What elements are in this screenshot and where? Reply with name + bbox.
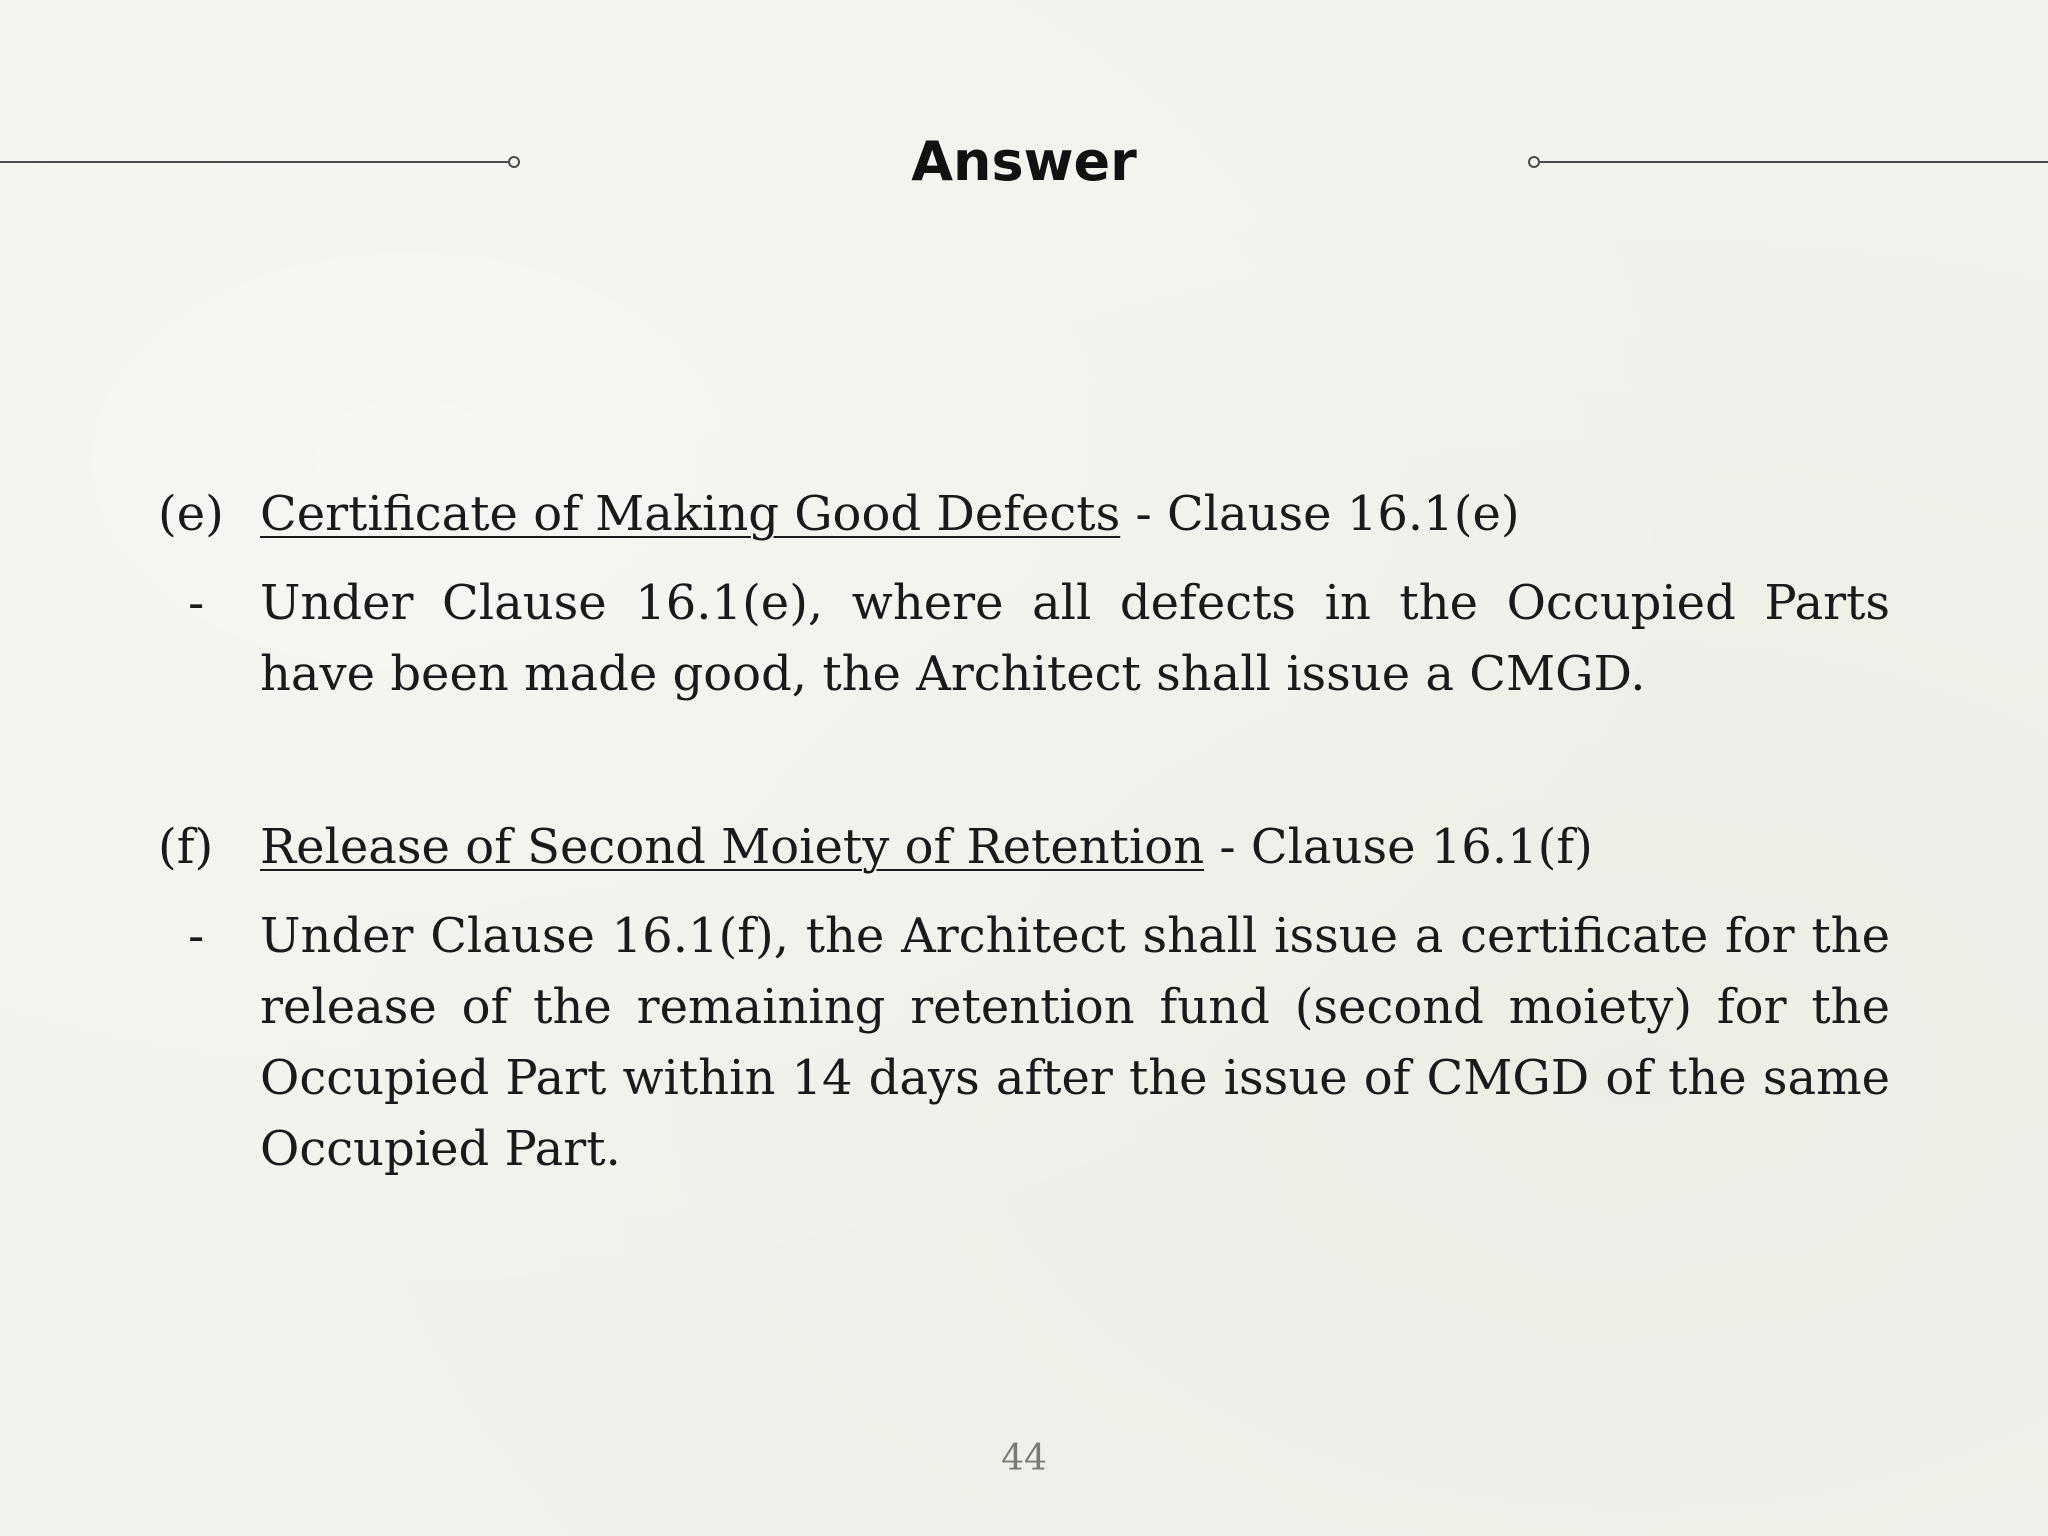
slide-title: Answer — [911, 130, 1137, 193]
section-e-bullet: - — [188, 575, 205, 631]
section-e-heading-line — [260, 479, 1520, 550]
section-e-marker: (e) — [158, 486, 224, 542]
section-f-heading: Release of Second Moiety of Retention — [260, 819, 1205, 875]
section-e-heading-row — [158, 479, 1890, 550]
section-f-heading-line — [260, 812, 1593, 883]
section-e — [158, 479, 1890, 710]
section-e-bullet-row — [158, 568, 1890, 710]
section-f-bullet: - — [188, 908, 205, 964]
section-e-heading: Certificate of Making Good Defects — [260, 486, 1121, 542]
section-f-marker: (f) — [158, 819, 214, 875]
page-number: 44 — [1001, 1438, 1047, 1479]
section-f-clause: - Clause 16.1(f) — [1204, 819, 1593, 875]
section-e-clause: - Clause 16.1(e) — [1120, 486, 1520, 542]
title-rule-right — [1538, 161, 2048, 163]
section-f — [158, 812, 1890, 1185]
section-f-heading-row — [158, 812, 1890, 883]
section-e-text: Under Clause 16.1(e), where all defects in the Occupied Parts have been made good, the Architect shall issue a CMGD. — [260, 575, 1890, 702]
section-f-text: Under Clause 16.1(f), the Architect shall issue a certificate for the release of the remaining retention fund (second moiety) for the Occupied Part within 14 days after the issue of CMGD of the same Occupied Part. — [260, 908, 1890, 1177]
section-f-bullet-row — [158, 901, 1890, 1185]
